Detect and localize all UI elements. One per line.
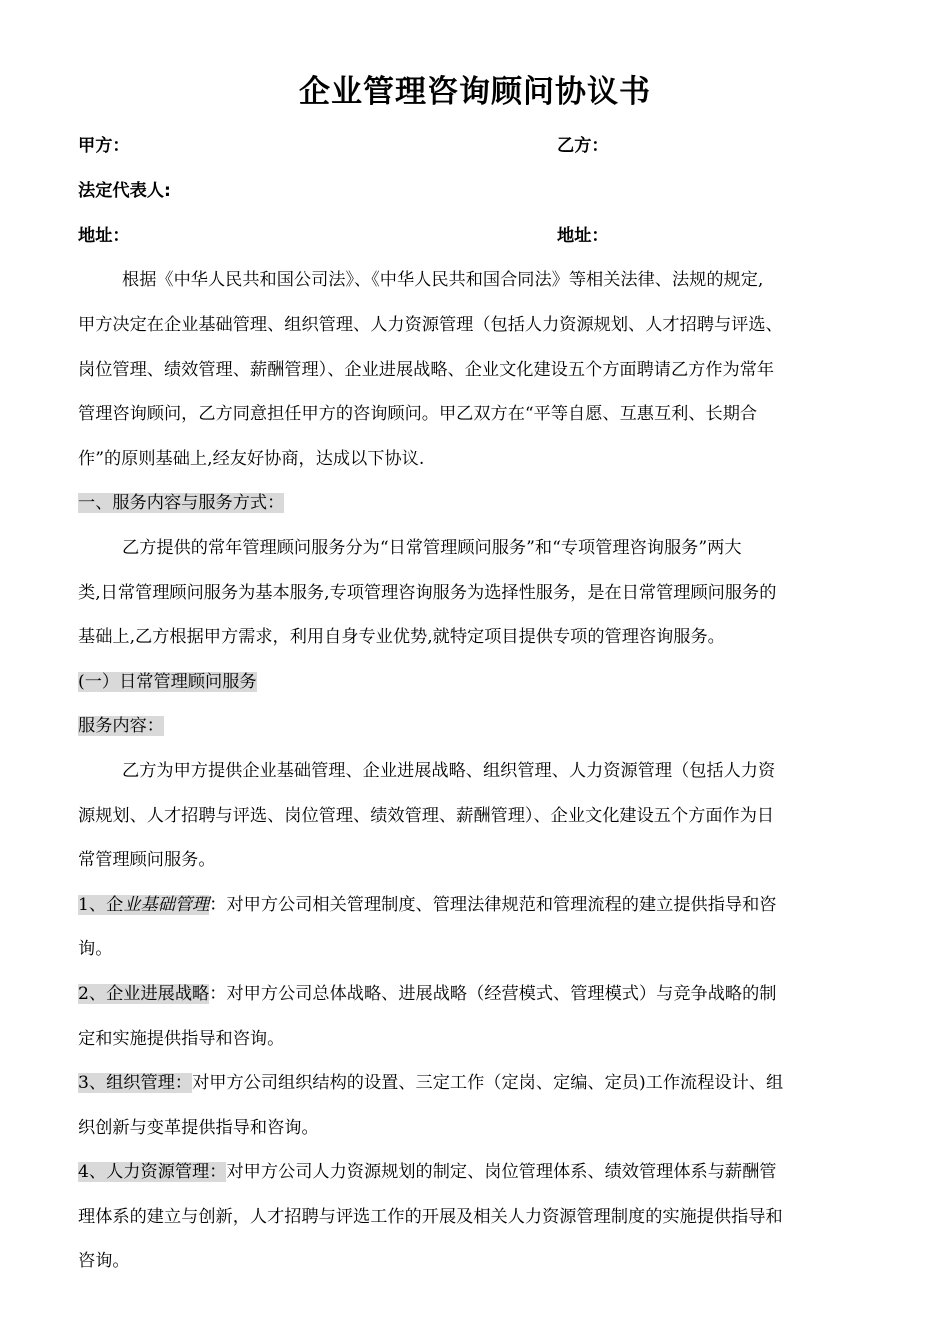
list-item-cont: 织创新与变革提供指导和咨询。 xyxy=(78,1118,319,1138)
item-desc: 对甲方公司组织结构的设置、三定工作（定岗、定编、定员)工作流程设计、组 xyxy=(192,1073,784,1093)
list-item xyxy=(78,893,868,917)
intro-line: 管理咨询顾问，乙方同意担任甲方的咨询顾问。甲乙双方在“平等自愿、互惠互利、长期合 xyxy=(78,404,758,424)
address-b-label: 地址： xyxy=(557,226,609,246)
document-title: 企业管理咨询顾问协议书 xyxy=(299,74,651,110)
list-item xyxy=(78,1160,868,1184)
section1-line: 乙方提供的常年管理顾问服务分为“日常管理顾问服务”和“专项管理咨询服务”两大 xyxy=(122,538,742,558)
item-label: 1、企业基础管理 xyxy=(78,895,210,915)
intro-line: 甲方决定在企业基础管理、组织管理、人力资源管理（包括人力资源规划、人才招聘与评选、 xyxy=(78,315,783,335)
list-item-cont: 咨询。 xyxy=(78,1251,130,1271)
sub1-line: 源规划、人才招聘与评选、岗位管理、绩效管理、薪酬管理）、企业文化建设五个方面作为日 xyxy=(78,806,775,826)
list-item xyxy=(78,982,868,1006)
section1-heading: 一、服务内容与服务方式： xyxy=(78,493,285,513)
item-label: 4、人力资源管理： xyxy=(78,1162,227,1182)
intro-line: 根据《中华人民共和国公司法》、《中华人民共和国合同法》等相关法律、法规的规定, xyxy=(122,270,764,290)
intro-line: 作”的原则基础上,经友好协商，达成以下协议. xyxy=(78,449,425,469)
legal-rep-row xyxy=(78,179,878,203)
item-desc: ：对甲方公司相关管理制度、管理法律规范和管理流程的建立提供指导和咨 xyxy=(209,895,777,915)
service-content-label: 服务内容： xyxy=(78,716,164,736)
sub1-line: 常管理顾问服务。 xyxy=(78,850,216,870)
list-item xyxy=(78,1071,868,1095)
party-row xyxy=(78,134,878,158)
item-desc: ：对甲方公司总体战略、进展战略（经营模式、管理模式）与竞争战略的制 xyxy=(209,984,777,1004)
item-label: 2、企业进展战略 xyxy=(78,984,210,1004)
legal-rep-label: 法定代表人: xyxy=(78,181,171,201)
section1-line: 类,日常管理顾问服务为基本服务,专项管理咨询服务为选择性服务，是在日常管理顾问服务的 xyxy=(78,583,777,603)
sub1-heading: (一）日常管理顾问服务 xyxy=(78,672,257,692)
address-a-label: 地址： xyxy=(78,226,130,246)
subsection-heading xyxy=(78,670,878,694)
service-content-row xyxy=(78,714,878,738)
party-a-label: 甲方： xyxy=(78,136,130,156)
section1-line: 基础上,乙方根据甲方需求，利用自身专业优势,就特定项目提供专项的管理咨询服务。 xyxy=(78,627,725,647)
party-b-label: 乙方： xyxy=(557,136,609,156)
address-row xyxy=(78,224,878,248)
sub1-line: 乙方为甲方提供企业基础管理、企业进展战略、组织管理、人力资源管理（包括人力资 xyxy=(122,761,776,781)
section-heading xyxy=(78,491,878,515)
item-desc: 对甲方公司人力资源规划的制定、岗位管理体系、绩效管理体系与薪酬管 xyxy=(226,1162,777,1182)
list-item-cont: 询。 xyxy=(78,939,113,959)
intro-line: 岗位管理、绩效管理、薪酬管理）、企业进展战略、企业文化建设五个方面聘请乙方作为常年 xyxy=(78,360,775,380)
item-label: 3、组织管理： xyxy=(78,1073,193,1093)
list-item-cont: 定和实施提供指导和咨询。 xyxy=(78,1029,285,1049)
list-item-cont: 理体系的建立与创新，人才招聘与评选工作的开展及相关人力资源管理制度的实施提供指导和 xyxy=(78,1207,783,1227)
